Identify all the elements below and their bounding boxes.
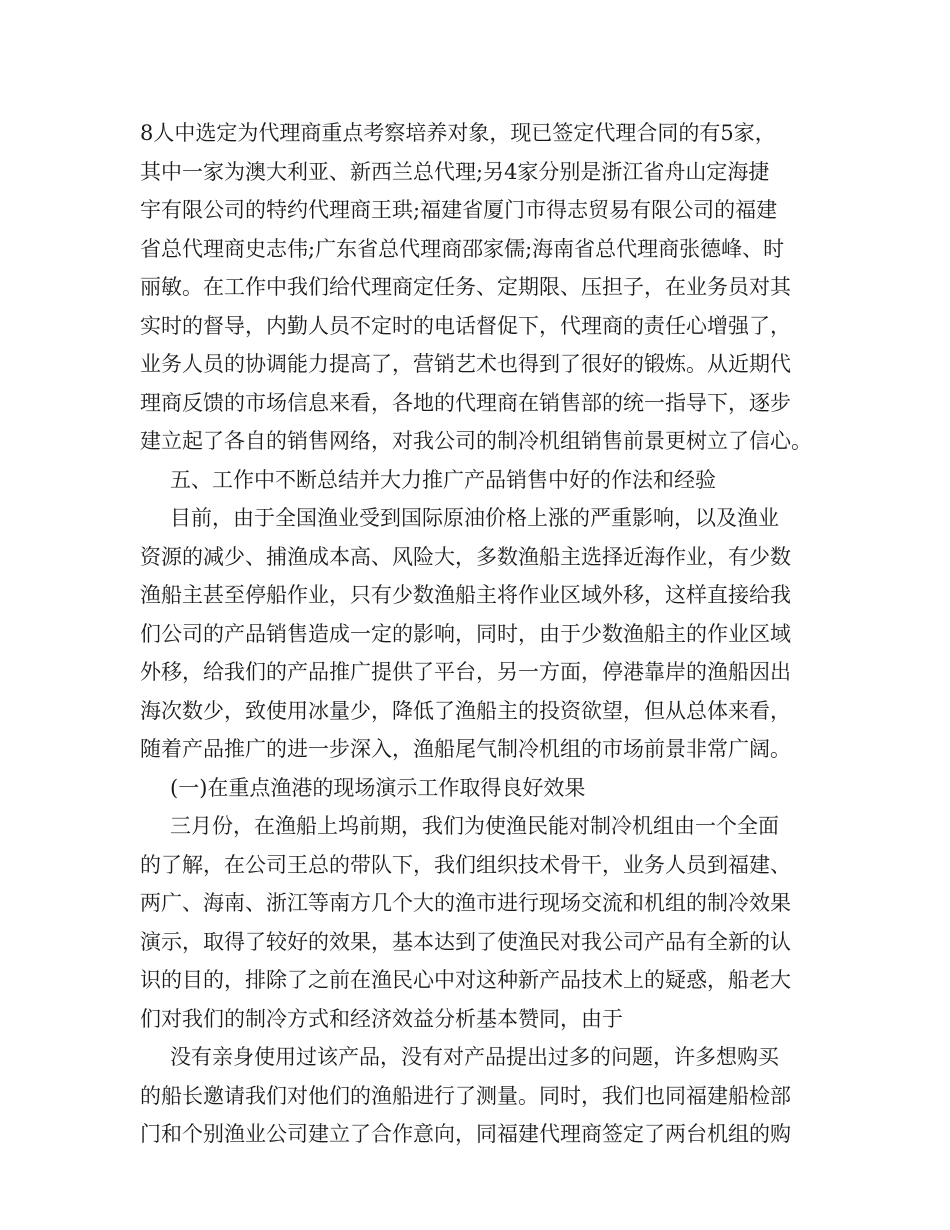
- text-line: 省总代理商史志伟;广东省总代理商邵家儒;海南省总代理商张德峰、时: [140, 236, 785, 261]
- text-line: 丽敏。在工作中我们给代理商定任务、定期限、压担子，在业务员对其: [140, 275, 791, 299]
- text-line: 两广、海南、浙江等南方几个大的渔市进行现场交流和机组的制冷效果: [140, 891, 791, 915]
- text-line: 其中一家为澳大利亚、新西兰总代理;另4家分别是浙江省舟山定海捷: [140, 159, 770, 184]
- text-line: 宇有限公司的特约代理商王珙;福建省厦门市得志贸易有限公司的福建: [140, 198, 778, 222]
- text-line: 的了解，在公司王总的带队下，我们组织技术骨干，业务人员到福建、: [140, 852, 791, 877]
- section-heading: 五、工作中不断总结并大力推广产品销售中好的作法和经验: [170, 467, 716, 492]
- text-line: 三月份，在渔船上坞前期，我们为使渔民能对制冷机组由一个全面: [170, 814, 779, 838]
- text-line: 们对我们的制冷方式和经济效益分析基本赞同，由于: [140, 1006, 623, 1031]
- text-line: 没有亲身使用过该产品，没有对产品提出过多的问题，许多想购买: [170, 1045, 779, 1069]
- text-line: 的船长邀请我们对他们的渔船进行了测量。同时，我们也同福建船检部: [140, 1083, 791, 1108]
- text-line: 识的目的，排除了之前在渔民心中对这种新产品技术上的疑惑，船老大: [140, 968, 791, 992]
- text-line: 们公司的产品销售造成一定的影响，同时，由于少数渔船主的作业区域: [140, 621, 791, 646]
- text-line: 8人中选定为代理商重点考察培养对象，现已签定代理合同的有5家，: [140, 121, 776, 145]
- text-line: 理商反馈的市场信息来看，各地的代理商在销售部的统一指导下，逐步: [140, 390, 791, 415]
- body-text: [140, 114, 830, 1154]
- text-line: 资源的减少、捕渔成本高、风险大，多数渔船主选择近海作业，有少数: [140, 544, 791, 569]
- text-line: 随着产品推广的进一步深入，渔船尾气制冷机组的市场前景非常广阔。: [140, 737, 791, 761]
- text-line: 外移，给我们的产品推广提供了平台，另一方面，停港靠岸的渔船因出: [140, 660, 791, 684]
- text-line: 渔船主甚至停船作业，只有少数渔船主将作业区域外移，这样直接给我: [140, 583, 791, 607]
- text-line: 演示，取得了较好的效果，基本达到了使渔民对我公司产品有全新的认: [140, 929, 791, 954]
- text-line: 海次数少，致使用冰量少，降低了渔船主的投资欲望，但从总体来看，: [140, 698, 791, 723]
- subsection-heading: (一)在重点渔港的现场演示工作取得良好效果: [170, 775, 586, 800]
- text-line: 业务人员的协调能力提高了，营销艺术也得到了很好的锻炼。从近期代: [140, 352, 791, 376]
- text-line: 建立起了各自的销售网络，对我公司的制冷机组销售前景更树立了信心。: [140, 429, 812, 453]
- text-line: 实时的督导，内勤人员不定时的电话督促下，代理商的责任心增强了，: [140, 313, 791, 338]
- text-line: 门和个别渔业公司建立了合作意向，同福建代理商签定了两台机组的购: [140, 1122, 791, 1146]
- text-line: 目前，由于全国渔业受到国际原油价格上涨的严重影响，以及渔业: [170, 506, 779, 530]
